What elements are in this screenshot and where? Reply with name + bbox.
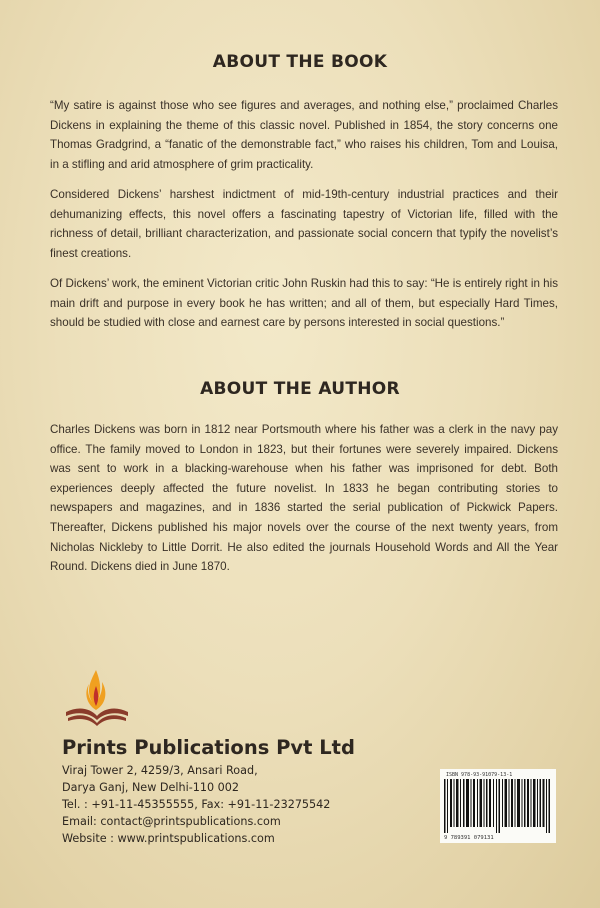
publisher-name: Prints Publications Pvt Ltd: [62, 736, 355, 759]
about-book-paragraph-2: Considered Dickens’ harshest indictment of mid-19th-century industrial practices and their dehumanizing effects, this novel offers a fascinating tapestry of Victorian life, filled with the richness of detail, brilliant characterization, and passionate social concern that typify the novelist’s finest creations.: [50, 188, 558, 260]
about-book-paragraph-1: “My satire is against those who see figures and averages, and nothing else,” proclaimed Charles Dickens in explaining the theme of this classic novel. Published in 1854, the story concerns one Thomas Gradgrind, a “fanatic of the demonstrable fact,” who raises his children, Tom and Louisa, in a stifling and arid atmosphere of grim practicality.: [50, 99, 558, 171]
about-book-paragraph-3: Of Dickens’ work, the eminent Victorian critic John Ruskin had this to say: “He is entirely right in his main drift and purpose in every book he has written; and all of them, but especially Hard Times, should be studied with close and earnest care by persons interested in social questions.”: [50, 277, 558, 330]
barcode-bars: [444, 779, 552, 833]
publisher-website: Website : www.printspublications.com: [62, 832, 275, 845]
isbn-barcode: [440, 769, 556, 843]
about-author-heading: ABOUT THE AUTHOR: [200, 379, 400, 399]
publisher-phone: Tel. : +91-11-45355555, Fax: +91-11-23275542: [62, 798, 331, 811]
publisher-email: Email: contact@printspublications.com: [62, 815, 281, 828]
publisher-address-line: Darya Ganj, New Delhi-110 002: [62, 781, 240, 794]
isbn-text: ISBN 978-93-91079-13-1: [446, 772, 513, 778]
about-book-heading: ABOUT THE BOOK: [212, 52, 388, 72]
publisher-address-line: Viraj Tower 2, 4259/3, Ansari Road,: [62, 764, 258, 777]
barcode-number: 9 789391 079131: [444, 835, 494, 841]
flame-book-logo-icon: [62, 662, 132, 730]
about-author-paragraph: Charles Dickens was born in 1812 near Portsmouth where his father was a clerk in the navy pay office. The family moved to London in 1823, but their fortunes were severely impaired. Dickens was sent to work in a blacking-warehouse when his father was imprisoned for debt. Both experiences deeply affected the future novelist. In 1833 he began contributing stories to newspapers and magazines, and in 1836 started the serial publication of Pickwick Papers. Thereafter, Dickens published his major novels over the course of the next twenty years, from Nicholas Nickleby to Little Dorrit. He also edited the journals Household Words and All the Year Round. Dickens died in June 1870.: [50, 423, 558, 574]
